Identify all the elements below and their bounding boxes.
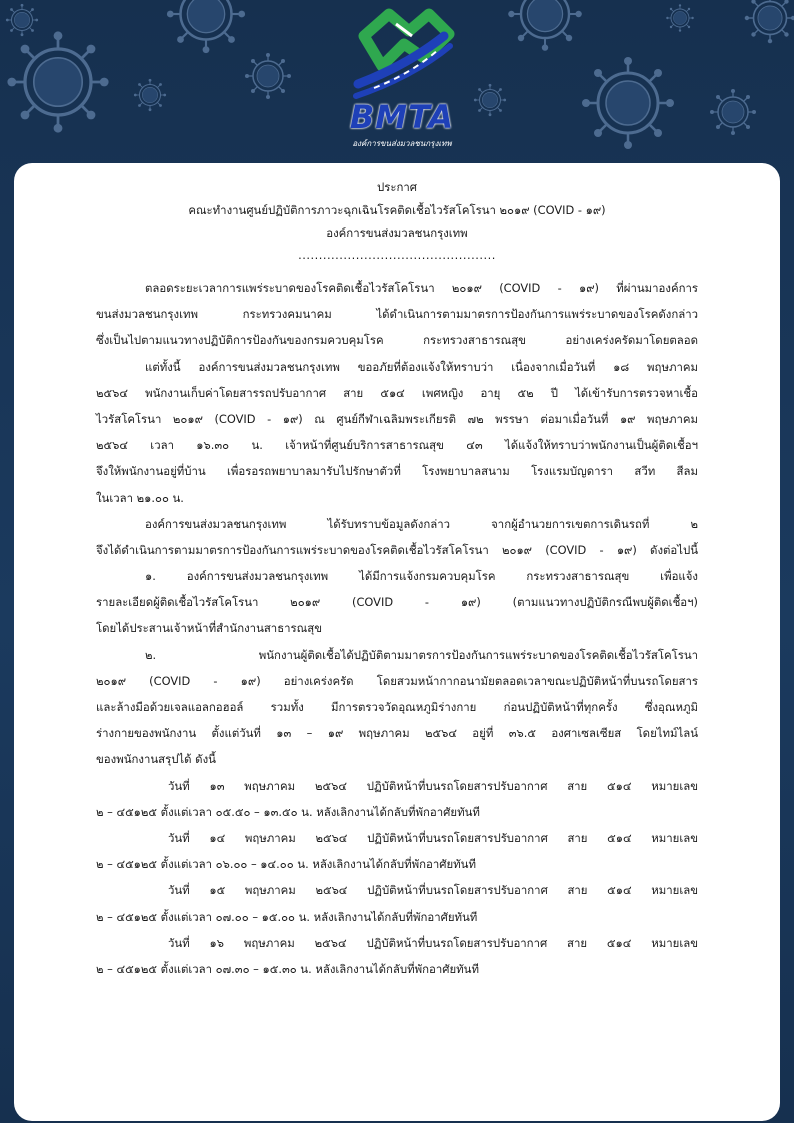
body-line: ๒๕๖๔ เวลา ๑๖.๓๐ น. เจ้าหน้าที่ศูนย์บริการสาธารณสุข ๔๓ ได้แจ้งให้ทราบว่าพนักงานเป็นผู้ติดเชื้อฯ xyxy=(96,438,698,453)
bmta-logo xyxy=(334,6,466,151)
timeline-line: ๒ – ๔๕๑๒๕ ตั้งแต่เวลา ๐๕.๕๐ – ๑๓.๕๐ น. หลังเลิกงานได้กลับที่พักอาศัยทันที xyxy=(96,804,480,819)
announcement-document xyxy=(96,176,698,982)
bmta-emblem-icon xyxy=(334,6,466,106)
body-line: องค์การขนส่งมวลชนกรุงเทพ ได้รับทราบข้อมูลดังกล่าว จากผู้อำนวยการเขตการเดินรถที่ ๒ xyxy=(145,516,698,531)
body-line: ขนส่งมวลชนกรุงเทพ กระทรวงคมนาคม ได้ดำเนินการตามมาตรการป้องกันการแพร่ระบาดของโรคดังกล่าว xyxy=(96,307,698,322)
doc-issuer: องค์การขนส่งมวลชนกรุงเทพ xyxy=(326,226,468,240)
body-line: ๒๕๖๔ พนักงานเก็บค่าโดยสารรถปรับอากาศ สาย ๕๑๔ เพศหญิง อายุ ๕๒ ปี ได้เข้ารับการตรวจหาเชื้อ xyxy=(96,385,698,400)
body-line: จึงได้ดำเนินการตามมาตรการป้องกันการแพร่ระบาดของโรคติดเชื้อไวรัสโคโรนา ๒๐๑๙ (COVID - ๑๙) ดังต่อไปนี้ xyxy=(96,542,698,557)
timeline-line: วันที่ ๑๖ พฤษภาคม ๒๕๖๔ ปฏิบัติหน้าที่บนรถโดยสารปรับอากาศ สาย ๕๑๔ หมายเลข xyxy=(168,935,698,950)
timeline-line: ๒ – ๔๕๑๒๕ ตั้งแต่เวลา ๐๗.๐๐ – ๑๕.๐๐ น. หลังเลิกงานได้กลับที่พักอาศัยทันที xyxy=(96,909,478,924)
timeline-line: วันที่ ๑๕ พฤษภาคม ๒๕๖๔ ปฏิบัติหน้าที่บนรถโดยสารปรับอากาศ สาย ๕๑๔ หมายเลข xyxy=(168,883,698,898)
doc-subtitle: คณะทำงานศูนย์ปฏิบัติการภาวะฉุกเฉินโรคติดเชื้อไวรัสโคโรนา ๒๐๑๙ (COVID - ๑๙) xyxy=(188,203,606,217)
timeline-line: ๒ – ๔๕๑๒๕ ตั้งแต่เวลา ๐๖.๐๐ – ๑๔.๐๐ น. หลังเลิกงานได้กลับที่พักอาศัยทันที xyxy=(96,857,476,872)
body-line: แต่ทั้งนี้ องค์การขนส่งมวลชนกรุงเทพ ขออภัยที่ต้องแจ้งให้ทราบว่า เนื่องจากเมื่อวันที่ ๑๘ พฤษภาคม xyxy=(145,359,698,374)
body-line: ๒๐๑๙ (COVID - ๑๙) อย่างเคร่งครัด โดยสวมหน้ากากอนามัยตลอดเวลาขณะปฏิบัติหน้าที่บนรถโดยสาร xyxy=(96,673,698,688)
body-line: โดยได้ประสานเจ้าหน้าที่สำนักงานสาธารณสุข xyxy=(96,621,322,636)
timeline-line: วันที่ ๑๔ พฤษภาคม ๒๕๖๔ ปฏิบัติหน้าที่บนรถโดยสารปรับอากาศ สาย ๕๑๔ หมายเลข xyxy=(168,830,698,845)
body-line: ๑. องค์การขนส่งมวลชนกรุงเทพ ได้มีการแจ้งกรมควบคุมโรค กระทรวงสาธารณสุข เพื่อแจ้ง xyxy=(145,569,698,584)
timeline-line: วันที่ ๑๓ พฤษภาคม ๒๕๖๔ ปฏิบัติหน้าที่บนรถโดยสารปรับอากาศ สาย ๕๑๔ หมายเลข xyxy=(168,778,698,793)
timeline-line: ๒ – ๔๕๑๒๕ ตั้งแต่เวลา ๐๗.๓๐ – ๑๕.๓๐ น. หลังเลิกงานได้กลับที่พักอาศัยทันที xyxy=(96,961,479,976)
body-line: ๒. พนักงานผู้ติดเชื้อได้ปฏิบัติตามมาตรการป้องกันการแพร่ระบาดของโรคติดเชื้อไวรัสโคโรนา xyxy=(145,647,698,662)
body-line: และล้างมือด้วยเจลแอลกอฮอล์ รวมทั้ง มีการตรวจวัดอุณหภูมิร่างกาย ก่อนปฏิบัติหน้าที่ทุกครั้ง ซึ่งอุณหภูมิ xyxy=(96,700,698,714)
body-line: ซึ่งเป็นไปตามแนวทางปฏิบัติการป้องกันของกรมควบคุมโรค กระทรวงสาธารณสุข อย่างเคร่งครัดมาโดยตลอด xyxy=(96,333,698,348)
body-line: ไวรัสโคโรนา ๒๐๑๙ (COVID - ๑๙) ณ ศูนย์กีฬาเฉลิมพระเกียรติ ๗๒ พรรษา ต่อมาเมื่อวันที่ ๑๙ พฤษภาคม xyxy=(96,411,698,426)
body-line: รายละเอียดผู้ติดเชื้อไวรัสโคโรนา ๒๐๑๙ (COVID - ๑๙) (ตามแนวทางปฏิบัติกรณีพบผู้ติดเชื้อฯ) xyxy=(96,595,698,610)
separator-line: ................................................ xyxy=(298,248,496,262)
logo-org-name: องค์การขนส่งมวลชนกรุงเทพ xyxy=(352,139,452,148)
logo-wordmark: BMTA xyxy=(349,98,455,136)
body-line: จึงให้พนักงานอยู่ที่บ้าน เพื่อรอรถพยาบาลมารับไปรักษาตัวที่ โรงพยาบาลสนาม โรงแรมบัญดารา สวีท สีลม xyxy=(96,464,698,479)
body-line: ของพนักงานสรุปได้ ดังนี้ xyxy=(96,752,216,767)
body-line: ในเวลา ๒๑.๐๐ น. xyxy=(96,490,184,505)
body-line: ร่างกายของพนักงาน ตั้งแต่วันที่ ๑๓ – ๑๙ พฤษภาคม ๒๕๖๔ อยู่ที่ ๓๖.๕ องศาเซลเซียส โดยไทม์ไลน์ xyxy=(96,726,698,741)
body-line: ตลอดระยะเวลาการแพร่ระบาดของโรคติดเชื้อไวรัสโคโรนา ๒๐๑๙ (COVID - ๑๙) ที่ผ่านมาองค์การ xyxy=(145,281,698,295)
doc-title: ประกาศ xyxy=(377,180,417,194)
